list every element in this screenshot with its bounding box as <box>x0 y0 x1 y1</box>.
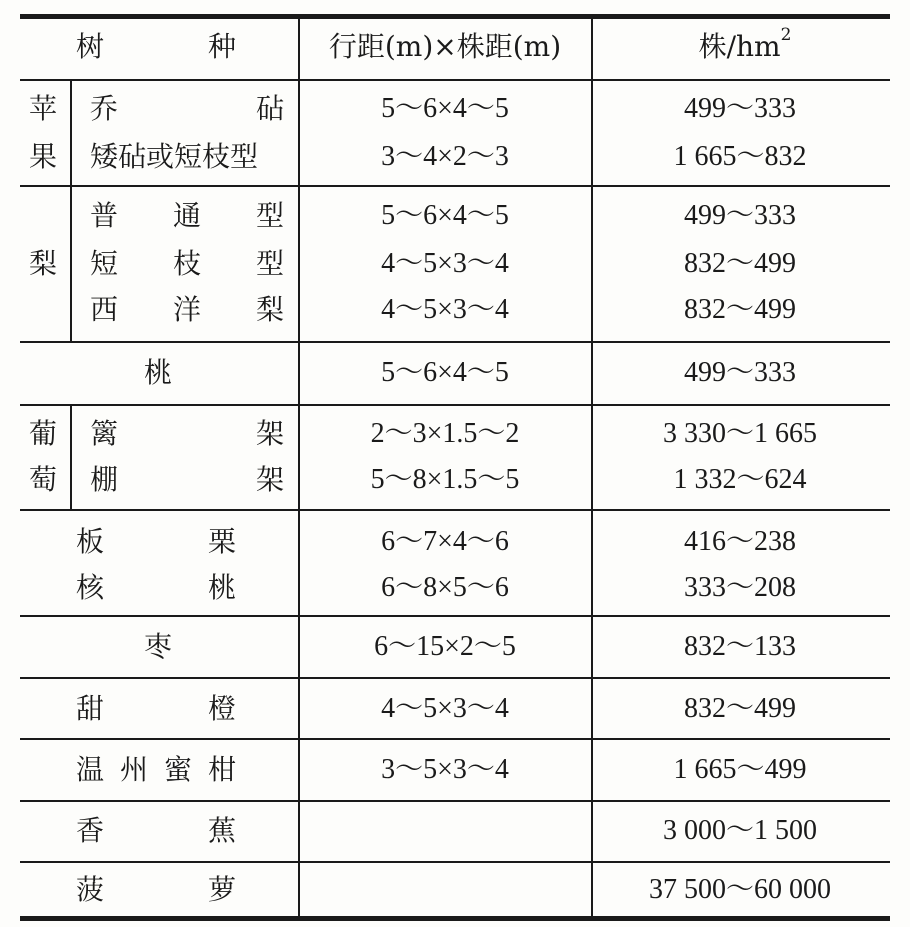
pear-spur-name: 短 枝 型 <box>90 247 284 280</box>
apple-dwarf-density: 1 665～832 <box>673 141 807 172</box>
pear-common-spacing: 5～6×4～5 <box>381 200 509 231</box>
apple-standard-spacing: 5～6×4～5 <box>381 93 509 124</box>
pear-common-name: 普 通 型 <box>90 199 284 232</box>
grape-arbor-name: 棚 架 <box>90 463 284 496</box>
pear-western-density: 832～499 <box>683 294 797 325</box>
header-species: 树 种 <box>76 30 236 63</box>
group-rule-pear <box>70 187 72 342</box>
orange-density: 832～499 <box>683 693 797 724</box>
row-rule-apple <box>20 185 890 187</box>
group-pear: 梨 <box>29 247 58 280</box>
pear-western-name: 西 洋 梨 <box>90 293 284 326</box>
header-spacing: 行距(m)×株距(m) <box>328 30 562 63</box>
col-rule-2 <box>591 17 593 919</box>
apple-standard-density: 499～333 <box>683 93 797 124</box>
satsuma-spacing: 3～5×3～4 <box>381 754 509 785</box>
pear-common-density: 499～333 <box>683 200 797 231</box>
pear-western-spacing: 4～5×3～4 <box>381 294 509 325</box>
grape-hedge-density: 3 330～1 665 <box>662 418 818 449</box>
group-grape-char-1: 葡 <box>29 417 58 450</box>
peach-density: 499～333 <box>683 357 797 388</box>
satsuma-name: 温 州 蜜 柑 <box>76 753 236 786</box>
chestnut-density: 416～238 <box>683 526 797 557</box>
grape-hedge-name: 篱 架 <box>90 417 284 450</box>
header-density: 株$/hm^2$ <box>698 25 792 63</box>
peach-name: 桃 <box>143 356 173 389</box>
jujube-density: 832～133 <box>683 631 797 662</box>
group-rule-apple <box>70 81 72 186</box>
top-rule <box>20 14 890 19</box>
jujube-name: 枣 <box>143 630 173 663</box>
pear-spur-spacing: 4～5×3～4 <box>381 248 509 279</box>
apple-dwarf-spacing: 3～4×2～3 <box>381 141 509 172</box>
orange-spacing: 4～5×3～4 <box>381 693 509 724</box>
pear-spur-density: 832～499 <box>683 248 797 279</box>
banana-density: 3 000～1 500 <box>662 815 818 846</box>
peach-spacing: 5～6×4～5 <box>381 357 509 388</box>
walnut-density: 333～208 <box>683 572 797 603</box>
walnut-spacing: 6～8×5～6 <box>381 572 509 603</box>
grape-hedge-spacing: 2～3×1.5～2 <box>370 418 520 449</box>
apple-standard-name: 乔 砧 <box>90 92 284 125</box>
walnut-name: 核 桃 <box>76 571 236 604</box>
row-rule-orange <box>20 738 890 740</box>
row-rule-satsuma <box>20 800 890 802</box>
grape-arbor-density: 1 332～624 <box>673 464 807 495</box>
satsuma-density: 1 665～499 <box>673 754 807 785</box>
row-rule-nuts <box>20 615 890 617</box>
grape-arbor-spacing: 5～8×1.5～5 <box>370 464 520 495</box>
group-grape-char-2: 萄 <box>29 463 58 496</box>
group-rule-grape <box>70 406 72 510</box>
group-apple-char-1: 苹 <box>29 92 58 125</box>
chestnut-spacing: 6～7×4～6 <box>381 526 509 557</box>
bottom-rule <box>20 916 890 921</box>
apple-dwarf-name: 矮砧或短枝型 <box>90 140 259 173</box>
jujube-spacing: 6～15×2～5 <box>374 631 516 662</box>
row-rule-pear <box>20 341 890 343</box>
banana-name: 香 蕉 <box>76 814 236 847</box>
row-rule-banana <box>20 861 890 863</box>
chestnut-name: 板 栗 <box>76 525 236 558</box>
pineapple-name: 菠 萝 <box>76 873 236 906</box>
group-apple-char-2: 果 <box>29 140 58 173</box>
pineapple-density: 37 500～60 000 <box>648 874 832 905</box>
row-rule-grape <box>20 509 890 511</box>
header-rule <box>20 79 890 81</box>
row-rule-peach <box>20 404 890 406</box>
orange-name: 甜 橙 <box>76 692 236 725</box>
col-rule-1 <box>298 17 300 919</box>
row-rule-jujube <box>20 677 890 679</box>
